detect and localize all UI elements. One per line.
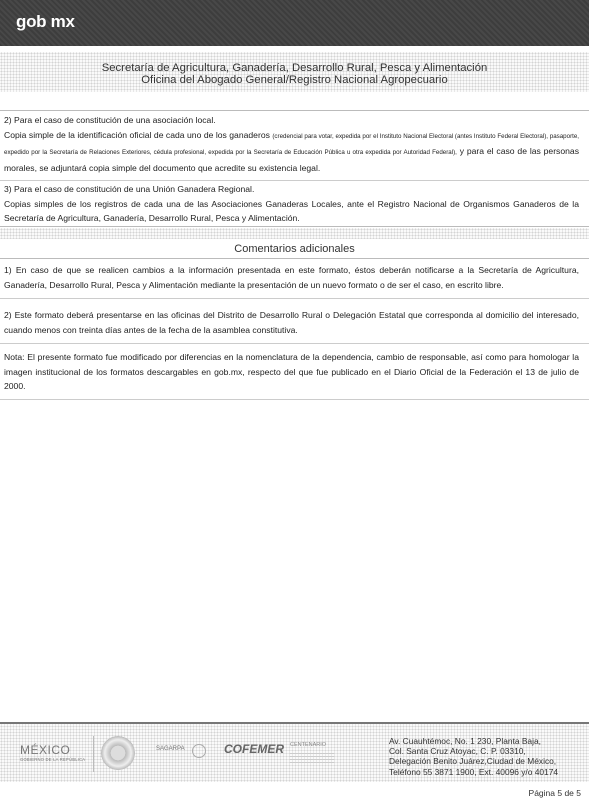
divider xyxy=(0,110,589,111)
centenario-logo-text: CENTENARIO xyxy=(290,742,327,748)
divider xyxy=(0,180,589,181)
address-line: Delegación Benito Juárez,Ciudad de México, xyxy=(389,756,557,767)
divider xyxy=(0,226,589,227)
divider xyxy=(0,343,589,344)
comment-item-1: 1) En caso de que se realicen cambios a la información presentada en este formato, éstos deberán notificarse a la Secretaría de Agricultura, Ganadería, Desarrollo Rural, Pesca y Alimentación mediante la presentación de un nuevo formato o de ser el caso, en escrito libre. xyxy=(4,265,579,290)
address-line: Col. Santa Cruz Atoyac, C. P. 03310, xyxy=(389,746,526,757)
requirement-section-2 xyxy=(4,113,579,175)
requirement-section-3 xyxy=(4,182,579,226)
mexico-logo xyxy=(20,743,85,762)
address-line: Teléfono 55 3871 1900, Ext. 40096 y/o 40174 xyxy=(389,766,559,777)
logo-divider xyxy=(93,736,94,772)
contact-address xyxy=(389,736,569,777)
sagarpa-logo: SAGARPA xyxy=(156,746,185,752)
address-line: Av. Cuauhtémoc, No. 1 230, Planta Baja, xyxy=(389,736,541,746)
header-bar xyxy=(0,0,589,46)
dotted-band xyxy=(0,228,589,239)
section-3-body: Copias simples de los registros de cada una de las Asociaciones Ganaderas Locales, ante el Registro Nacional de Organismos Ganaderos de la Secretaría de Agricultura, Ganadería, Desarrollo Rural, Pesca y Alimentación. xyxy=(4,198,579,223)
gobmx-logo[interactable]: gob mx xyxy=(16,12,75,31)
cofemer-logo: COFEMER xyxy=(224,742,284,756)
section-2-body-text: Copia simple de la identificación oficial de cada uno de los ganaderos xyxy=(4,129,273,140)
section-2-body xyxy=(4,128,579,176)
section-2-heading: 2) Para el caso de constitución de una asociación local. xyxy=(4,115,216,125)
footer-divider xyxy=(0,722,589,724)
comments-title: Comentarios adicionales xyxy=(234,243,355,255)
divider xyxy=(0,258,589,259)
mexico-logo-text: MÉXICO xyxy=(20,743,71,757)
sagarpa-emblem-icon xyxy=(192,744,206,758)
agency-title: Secretaría de Agricultura, Ganadería, Desarrollo Rural, Pesca y Alimentación xyxy=(101,62,488,74)
centenario-emblem-icon xyxy=(290,751,334,763)
mexico-logo-subtext: GOBIERNO DE LA REPÚBLICA xyxy=(20,757,86,762)
divider xyxy=(0,298,589,299)
coat-of-arms-icon xyxy=(101,736,135,770)
document-titles xyxy=(0,52,589,92)
comment-item-2: 2) Este formato deberá presentarse en las oficinas del Distrito de Desarrollo Rural o Delegación Estatal que corresponda al domicilio del interesado, cuando menos con treinta días antes de la fecha de la asamblea constitutiva. xyxy=(4,310,579,335)
divider xyxy=(0,399,589,400)
office-title: Oficina del Abogado General/Registro Nacional Agropecuario xyxy=(141,74,448,86)
section-3-heading: 3) Para el caso de constitución de una Unión Ganadera Regional. xyxy=(4,184,255,194)
page-number: Página 5 de 5 xyxy=(528,788,581,798)
section-2-body-end: y para el caso de las personas morales, se adjuntará copia simple del documento que acredite su existencia legal. xyxy=(4,146,579,173)
section-2-body-small: (credencial para votar, expedida por el Instituto Nacional Electoral (antes Instituto Federal Electoral), pasaporte, expedido por la Secretaría de Relaciones Exteriores, cédula profesional, expedida por la Secretaría de Educación Pública u otra expedida por Autoridad Federal), xyxy=(4,132,580,156)
centenario-logo xyxy=(290,742,334,763)
comment-note: Nota: El presente formato fue modificado por diferencias en la nomenclatura de la dependencia, cambio de responsable, así como para homologar la imagen institucional de los formatos descargables en gob.mx, respecto del que fue publicado en el Diario Oficial de la Federación el 13 de julio de 2000. xyxy=(4,352,579,391)
